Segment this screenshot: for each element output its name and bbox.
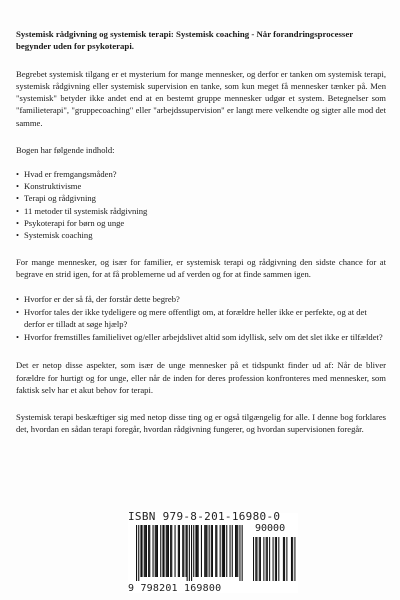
addon-bar: [263, 537, 264, 581]
barcode-bar: [220, 525, 221, 577]
barcode-bar: [146, 525, 147, 577]
barcode-bar: [156, 525, 157, 577]
questions-list: [16, 293, 386, 344]
barcode-bar: [140, 525, 141, 577]
isbn-barcode: [128, 510, 298, 594]
young-people-paragraph: Det er netop disse aspekter, som især de unge mennesker på et tidspunkt finder ud af: Når de bliver forældre for hurtigt og for unge, eller når de inden for deres profession konfronteres med mennesker, som faktisk selv har et akut behov for terapi.: [16, 360, 386, 395]
barcode-bar: [162, 525, 163, 577]
families-paragraph: For mange mennesker, og især for familier, er systemisk terapi og rådgivning den sidste chance for at begrave en strid igen, for at få problemerne ud af verden og for at finde sammen igen.: [16, 257, 386, 280]
addon-bar: [292, 537, 293, 581]
barcode-bar: [224, 525, 225, 577]
book-title: Systemisk rådgivning og systemisk terapi: Systemisk coaching - Når forandringsprocesser begynder uden for psykoterapi.: [16, 29, 353, 52]
barcode-bar: [239, 525, 240, 581]
addon-bar: [255, 537, 256, 581]
barcode-bar: [206, 525, 207, 577]
barcode-bar: [142, 525, 143, 577]
barcode-bar: [166, 525, 167, 577]
barcode-bar: [168, 525, 169, 577]
barcode-bar: [205, 525, 206, 577]
addon-bar: [278, 537, 279, 581]
addon-bar: [275, 537, 276, 581]
barcode-bar: [191, 525, 192, 581]
barcode-bar: [235, 525, 236, 577]
barcode-bar: [198, 525, 199, 577]
list-item: • Terapi og rådgivning: [16, 192, 386, 204]
addon-price-code: 90000: [255, 523, 286, 534]
barcode-bar: [237, 525, 238, 577]
barcode-bar: [197, 525, 198, 577]
barcode-bar: [175, 525, 176, 577]
list-item: • Systemisk coaching: [16, 229, 386, 241]
addon-bar: [284, 537, 285, 581]
barcode-bar: [153, 525, 154, 577]
barcode-bar: [201, 525, 202, 577]
barcode-bar: [187, 525, 188, 581]
addon-bar: [291, 537, 292, 581]
barcode-bar: [193, 525, 194, 577]
barcode-digits: 9 798201 169800: [128, 583, 222, 594]
barcode-bar: [242, 525, 243, 581]
addon-bar: [256, 537, 257, 581]
barcode-bar: [216, 525, 217, 577]
addon-bar: [267, 537, 268, 581]
barcode-bar: [179, 525, 180, 577]
barcode-bar: [232, 525, 233, 577]
barcode-bar: [212, 525, 213, 577]
addon-bar: [253, 537, 254, 581]
barcode-bar: [171, 525, 172, 577]
list-item: • Psykoterapi for børn og unge: [16, 217, 386, 229]
addon-bar: [260, 537, 261, 581]
barcode-bar: [155, 525, 156, 577]
barcode-bar: [230, 525, 231, 577]
barcode-bar: [149, 525, 150, 577]
addon-bar: [276, 537, 277, 581]
barcode-bar: [204, 525, 205, 577]
barcode-bar: [182, 525, 183, 577]
barcode-bar: [183, 525, 184, 577]
list-item: • Hvad er fremgangsmåden?: [16, 168, 386, 180]
barcode-bar: [226, 525, 227, 577]
addon-bar: [259, 537, 260, 581]
barcode-bar: [157, 525, 158, 577]
question-item: • Hvorfor fremstilles familielivet og/eller arbejdslivet altid som idyllisk, selv om det slet ikke er tilfældet?: [16, 331, 386, 343]
addon-bar: [286, 537, 287, 581]
barcode-bar: [164, 525, 165, 577]
list-item: • 11 metoder til systemisk rådgivning: [16, 205, 386, 217]
addon-bar: [269, 537, 270, 581]
barcode-bar: [189, 525, 190, 581]
contents-list: [16, 168, 386, 241]
barcode-bar: [215, 525, 216, 577]
addon-bar: [266, 537, 267, 581]
barcode-bar: [148, 525, 149, 577]
addon-bar: [273, 537, 274, 581]
barcode-bar: [144, 525, 145, 577]
contents-heading: Bogen har følgende indhold:: [16, 144, 115, 155]
barcode-bar: [170, 525, 171, 577]
barcode-bar: [167, 525, 168, 577]
closing-paragraph: Systemisk terapi beskæftiger sig med netop disse ting og er også tilgængelig for alle. I denne bog forklares det, hvordan en sådan terapi foregår, hvordan rådgivning fungerer, og hvordan supervisionen foregår.: [16, 412, 386, 435]
barcode-bar: [209, 525, 210, 577]
barcode-bar: [211, 525, 212, 577]
barcode-bar: [145, 525, 146, 577]
barcode-bar: [160, 525, 161, 577]
addon-bar: [294, 537, 295, 581]
list-item: • Konstruktivisme: [16, 180, 386, 192]
isbn-label: ISBN 979-8-201-16980-0: [128, 510, 281, 523]
barcode-bar: [223, 525, 224, 577]
question-item: • Hvorfor tales der ikke tydeligere og mere offentligt om, at forældre heller ikke er perfekte, og at det derfor er tilladt at søge hjælp?: [16, 306, 386, 330]
barcode-bar: [222, 525, 223, 577]
addon-bar: [283, 537, 284, 581]
barcode-bar: [178, 525, 179, 577]
barcode-bar: [186, 525, 187, 577]
barcode-bar: [136, 525, 137, 581]
question-item: • Hvorfor er der så få, der forstår dette begreb?: [16, 293, 386, 305]
barcode-bar: [138, 525, 139, 581]
barcode-bar: [236, 525, 237, 577]
back-cover-text: [16, 28, 386, 435]
intro-paragraph: Begrebet systemisk tilgang er et mysterium for mange mennesker, og derfor er tanken om systemisk terapi, systemisk rådgivning eller systemisk supervision en tanke, som kun meget få mennesker tænker på. Men "systemisk" betyder ikke andet end at en bestemt gruppe mennesker udgør et system. Betegnelser som "familieterapi", "gruppecoaching" eller "arbejdssupervision" er langt mere velkendte og sigter alle mod det samme.: [16, 68, 386, 128]
barcode-bar: [195, 525, 196, 577]
